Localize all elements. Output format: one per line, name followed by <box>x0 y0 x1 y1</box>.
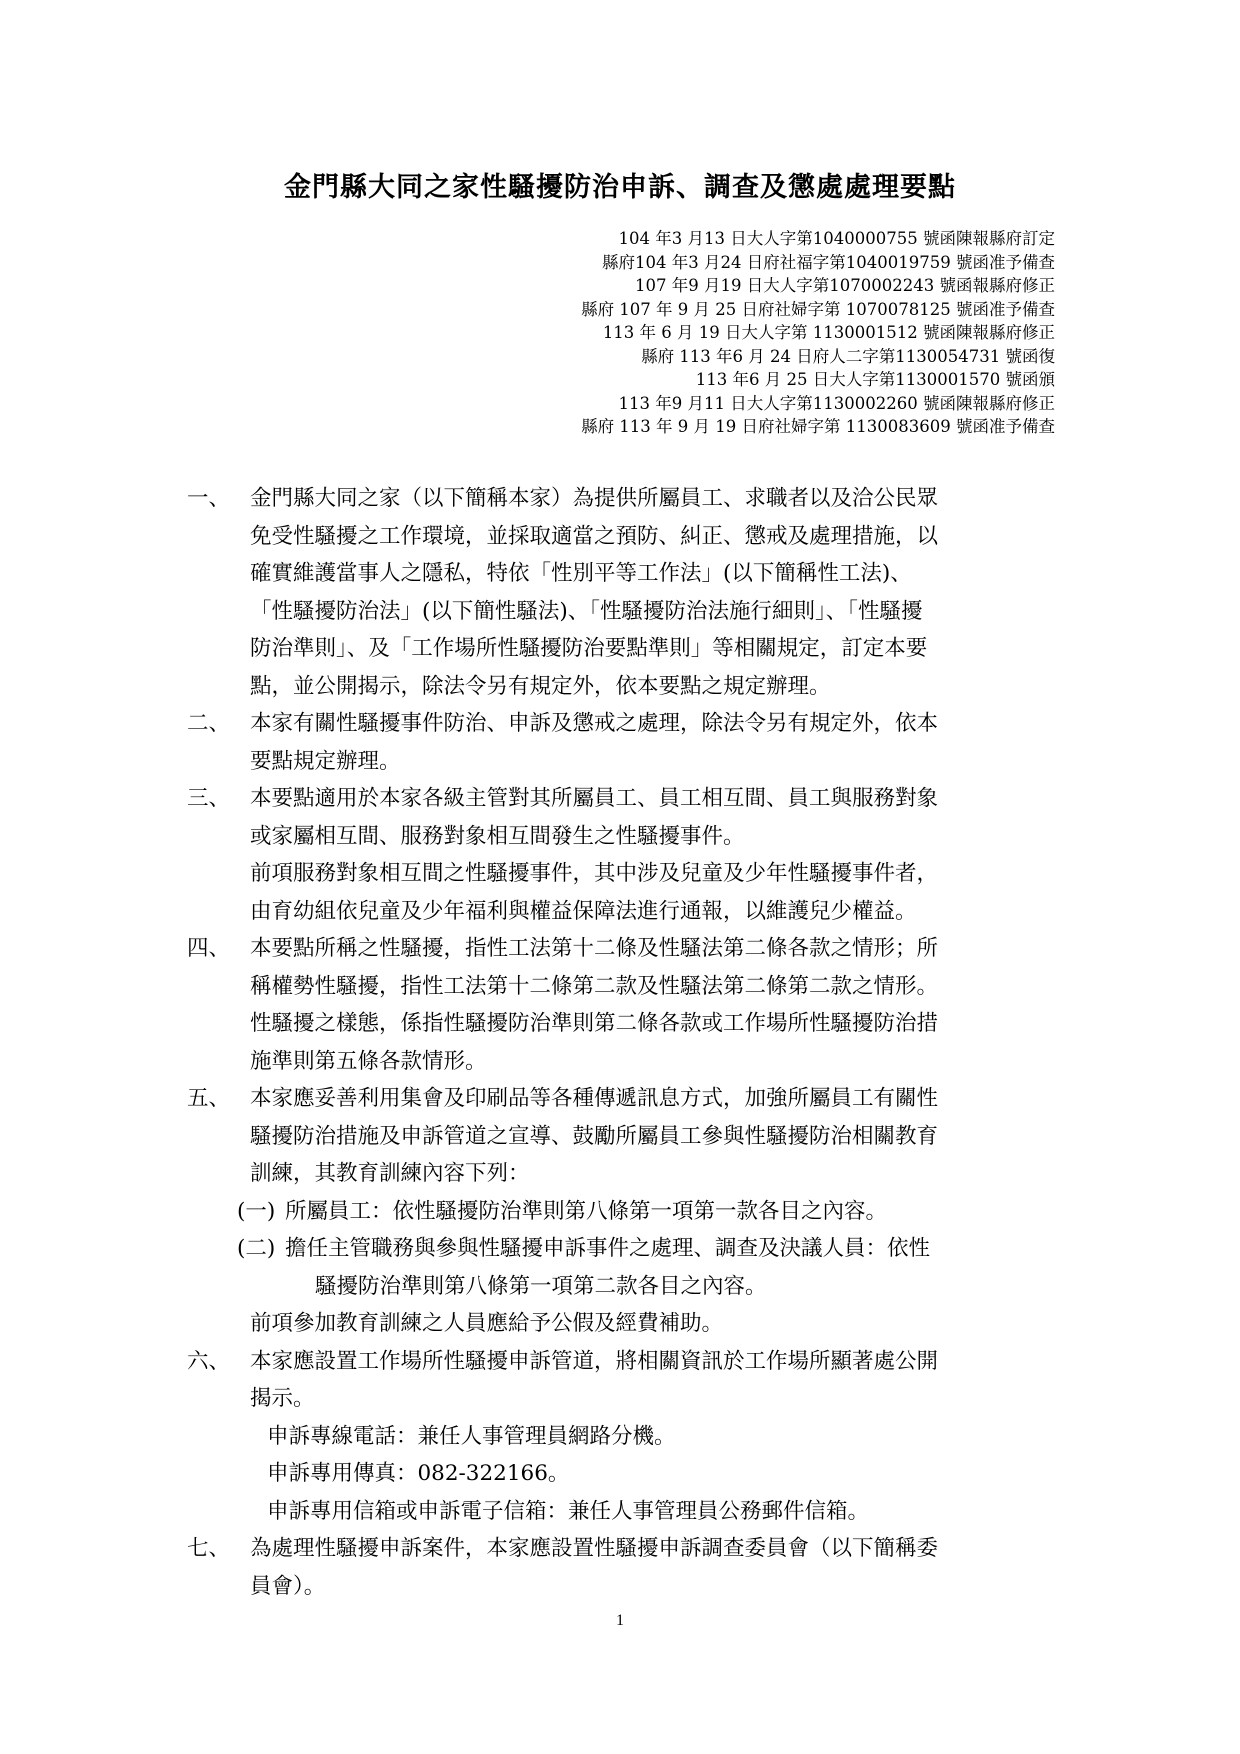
clause-line: 確實維護當事人之隱私，特依「性別平等工作法」(以下簡稱性工法)、 <box>250 561 912 586</box>
clause-line: 員會）。 <box>250 1573 326 1599</box>
document-body <box>187 480 1067 1605</box>
clause-line: 騷擾防治措施及申訴管道之宣導、鼓勵所屬員工參與性騷擾防治相關教育 <box>250 1123 939 1149</box>
clause-5-subitem-2 <box>237 1230 1067 1305</box>
clause-3 <box>187 780 1067 855</box>
subitem-line: 擔任主管職務與參與性騷擾申訴事件之處理、調查及決議人員：依性 <box>285 1236 931 1261</box>
clause-line: 或家屬相互間、服務對象相互間發生之性騷擾事件。 <box>250 823 745 849</box>
clause-number: 七、 <box>187 1536 231 1561</box>
subitem-number: (二) <box>237 1236 276 1261</box>
subitem-number: (一) <box>237 1198 276 1224</box>
revision-history <box>581 227 1055 439</box>
subitem-line: 所屬員工：依性騷擾防治準則第八條第一項第一款各目之內容。 <box>285 1198 888 1224</box>
clause-6 <box>187 1343 1067 1418</box>
clause-number: 二、 <box>187 711 231 736</box>
clause-line: 揭示。 <box>250 1386 315 1411</box>
clause-line: 本要點所稱之性騷擾，指性工法第十二條及性騷法第二條各款之情形；所 <box>250 936 939 961</box>
clause-4 <box>187 930 1067 1080</box>
clause-line: 稱權勢性騷擾，指性工法第十二條第二款及性騷法第二條第二款之情形。 <box>250 973 939 999</box>
complaint-fax: 申訴專用傳真：082-322166。 <box>267 1461 570 1486</box>
page-number: 1 <box>616 1612 624 1629</box>
history-line: 107 年9 月19 日大人字第1070002243 號函報縣府修正 <box>635 276 1055 295</box>
subitem-line: 騷擾防治準則第八條第一項第二款各目之內容。 <box>315 1273 767 1299</box>
clause-7 <box>187 1530 1067 1605</box>
clause-number: 一、 <box>187 486 231 511</box>
clause-line: 性騷擾之樣態，係指性騷擾防治準則第二條各款或工作場所性騷擾防治措 <box>250 1011 939 1036</box>
clause-number: 六、 <box>187 1348 231 1374</box>
complaint-hotline: 申訴專線電話：兼任人事管理員網路分機。 <box>267 1423 676 1449</box>
clause-line: 本家有關性騷擾事件防治、申訴及懲戒之處理，除法令另有規定外，依本 <box>250 711 939 736</box>
clause-line: 本家應妥善利用集會及印刷品等各種傳遞訊息方式，加強所屬員工有關性 <box>250 1086 939 1111</box>
clause-line: 要點規定辦理。 <box>250 748 401 774</box>
clause-line: 為處理性騷擾申訴案件，本家應設置性騷擾申訴調查委員會（以下簡稱委 <box>250 1536 939 1561</box>
history-line: 縣府 113 年 9 月 19 日府社婦字第 1130083609 號函准予備查 <box>581 417 1055 436</box>
history-line: 104 年3 月13 日大人字第1040000755 號函陳報縣府訂定 <box>618 229 1055 248</box>
clause-5 <box>187 1080 1067 1193</box>
history-line: 縣府 107 年 9 月 25 日府社婦字第 1070078125 號函准予備查 <box>581 299 1055 319</box>
clause-number: 三、 <box>187 786 231 811</box>
clause-number: 五、 <box>187 1086 231 1111</box>
history-line: 縣府 113 年6 月 24 日府人二字第1130054731 號函復 <box>641 346 1055 366</box>
clause-line: 本家應設置工作場所性騷擾申訴管道，將相關資訊於工作場所顯著處公開 <box>250 1348 939 1374</box>
clause-line: 點，並公開揭示，除法令另有規定外，依本要點之規定辦理。 <box>250 673 831 699</box>
clause-number: 四、 <box>187 936 231 961</box>
clause-line: 本要點適用於本家各級主管對其所屬員工、員工相互間、員工與服務對象 <box>250 786 939 811</box>
clause-3-paragraph-line: 由育幼組依兒童及少年福利與權益保障法進行通報，以維護兒少權益。 <box>250 898 917 924</box>
clause-line: 訓練，其教育訓練內容下列： <box>250 1161 530 1186</box>
clause-line: 「性騷擾防治法」(以下簡性騷法)、「性騷擾防治法施行細則」、「性騷擾 <box>250 598 923 624</box>
clause-5-subitem-1 <box>237 1193 1067 1231</box>
clause-5-paragraph: 前項參加教育訓練之人員應給予公假及經費補助。 <box>250 1311 724 1336</box>
document-title: 金門縣大同之家性騷擾防治申訴、調查及懲處處理要點 <box>284 172 956 203</box>
history-line: 113 年9 月11 日大人字第1130002260 號函陳報縣府修正 <box>618 393 1055 413</box>
clause-line: 免受性騷擾之工作環境，並採取適當之預防、糾正、懲戒及處理措施，以 <box>250 523 939 549</box>
complaint-mailbox: 申訴專用信箱或申訴電子信箱：兼任人事管理員公務郵件信箱。 <box>267 1498 870 1524</box>
clause-2 <box>187 705 1067 780</box>
clause-3-paragraph-line: 前項服務對象相互間之性騷擾事件，其中涉及兒童及少年性騷擾事件者， <box>250 861 939 886</box>
history-line: 113 年6 月 25 日大人字第1130001570 號函頒 <box>695 370 1055 389</box>
history-line: 113 年 6 月 19 日大人字第 1130001512 號函陳報縣府修正 <box>602 323 1055 342</box>
clause-line: 金門縣大同之家（以下簡稱本家）為提供所屬員工、求職者以及洽公民眾 <box>250 486 939 511</box>
clause-line: 防治準則」、及「工作場所性騷擾防治要點準則」等相關規定，訂定本要 <box>250 636 928 661</box>
clause-line: 施準則第五條各款情形。 <box>250 1048 487 1074</box>
clause-1 <box>187 480 1067 705</box>
history-line: 縣府104 年3 月24 日府社福字第1040019759 號函准予備查 <box>602 252 1055 272</box>
